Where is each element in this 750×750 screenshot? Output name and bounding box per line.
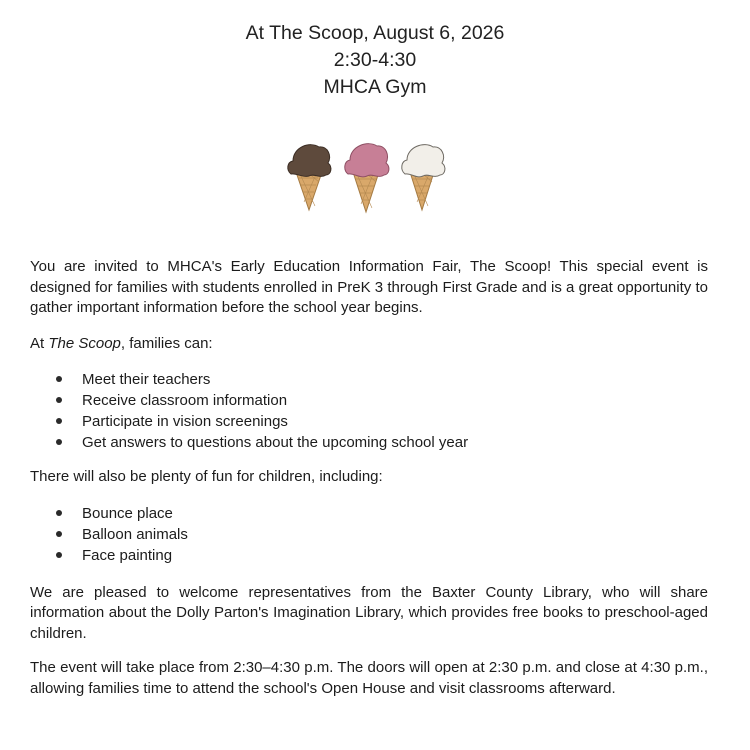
list-item: Get answers to questions about the upcoming school year	[30, 432, 708, 453]
event-time: 2:30-4:30	[333, 49, 417, 71]
bullet-icon	[56, 376, 62, 382]
bullet-icon	[56, 552, 62, 558]
families-lead-prefix: At	[30, 334, 49, 352]
bullet-icon	[56, 418, 62, 424]
schedule-paragraph: The event will take place from 2:30–4:30 p.m. The doors will open at 2:30 p.m. and close at 4:30 p.m., allowing families time to attend the school's Open House and visit classrooms afterward.	[30, 659, 708, 697]
vanilla-cone-icon	[402, 145, 445, 210]
list-item: Balloon animals	[30, 524, 708, 545]
intro-paragraph: You are invited to MHCA's Early Education Information Fair, The Scoop! This special event is designed for families with students enrolled in PreK 3 through First Grade and is a great opportunity to gather important information before the school year begins.	[30, 258, 708, 316]
flyer-body	[30, 257, 708, 699]
list-item: Bounce place	[30, 503, 708, 524]
list-item: Meet their teachers	[30, 369, 708, 390]
bullet-icon	[56, 397, 62, 403]
bullet-icon	[56, 439, 62, 445]
fun-lead: There will also be plenty of fun for children, including:	[30, 468, 383, 485]
event-header	[0, 20, 750, 101]
fun-activities-list	[30, 503, 708, 566]
event-title: At The Scoop, August 6, 2026	[245, 22, 505, 44]
list-item: Participate in vision screenings	[30, 411, 708, 432]
chocolate-cone-icon	[288, 145, 331, 210]
list-item: Receive classroom information	[30, 390, 708, 411]
bullet-icon	[56, 510, 62, 516]
families-lead	[30, 334, 708, 355]
event-name: The Scoop	[48, 334, 121, 352]
library-paragraph: We are pleased to welcome representatives from the Baxter County Library, who will share information about the Dolly Parton's Imagination Library, which provides free books to preschool-aged children.	[30, 583, 708, 642]
families-lead-suffix: , families can:	[120, 334, 213, 352]
strawberry-cone-icon	[345, 144, 389, 212]
family-activities-list	[30, 369, 708, 453]
bullet-icon	[56, 531, 62, 537]
ice-cream-cones-icon	[282, 132, 462, 214]
list-item: Face painting	[30, 545, 708, 566]
event-location: MHCA Gym	[323, 76, 427, 98]
